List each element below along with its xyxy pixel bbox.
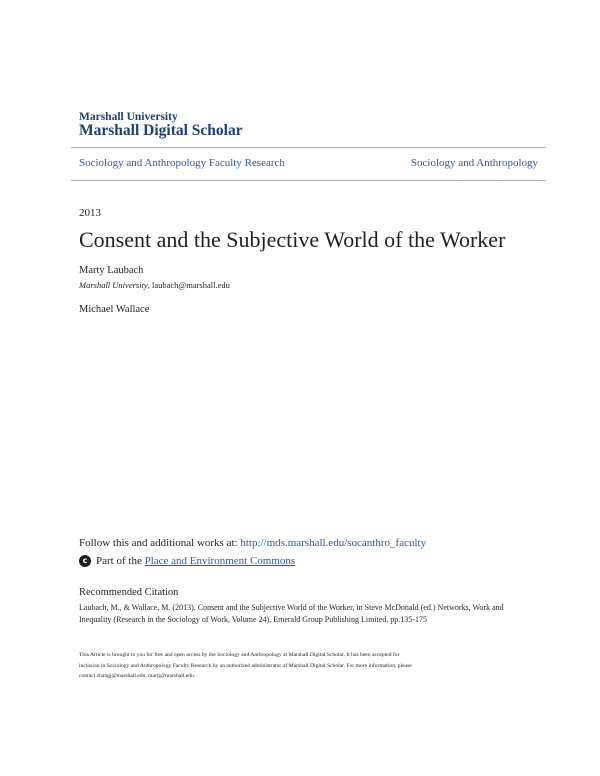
- article-title: Consent and the Subjective World of the Worker: [79, 227, 506, 252]
- author-affiliation: [79, 280, 230, 290]
- part-of-line: [79, 555, 295, 567]
- bottom-divider: [71, 180, 546, 181]
- follow-url-link[interactable]: http://mds.marshall.edu/socanthro_faculty: [240, 537, 427, 549]
- author-name: Marty Laubach: [79, 265, 144, 276]
- citation-text: Laubach, M., & Wallace, M. (2013). Consent and the Subjective World of the Worker, in Steve McDonald (ed.) Networks, Work and Inequality (Research in the Sociology of Work, Volume 24), Emerald Group Publishing Limited, pp.135-175: [79, 603, 504, 624]
- access-notice: [79, 650, 539, 682]
- creative-commons-icon: c: [79, 555, 91, 567]
- publication-year: 2013: [79, 207, 101, 219]
- author-name: Michael Wallace: [79, 304, 150, 315]
- repository-name[interactable]: Marshall Digital Scholar: [79, 122, 243, 139]
- notice-suffix: .: [193, 673, 196, 679]
- contact-email-link[interactable]: zhangj@marshall.edu, martj@marshall.edu: [96, 673, 194, 679]
- notice-line: This Article is brought to you for free and open access by the Sociology and Anthropology at Marshall Digital Scholar. It has been accepted for: [79, 652, 400, 658]
- collection-link-department[interactable]: Sociology and Anthropology: [410, 157, 538, 169]
- citation-heading: Recommended Citation: [79, 587, 179, 598]
- university-name: Marshall University: [79, 111, 178, 123]
- notice-contact-prefix: contact: [79, 673, 97, 679]
- notice-line: inclusion in Sociology and Anthropology Faculty Research by an authorized administrator of Marshall Digital Scholar. For more information, please: [79, 662, 412, 669]
- part-of-label: Part of the: [96, 555, 142, 567]
- commons-link[interactable]: Place and Environment Commons: [144, 555, 296, 567]
- collection-link-faculty-research[interactable]: Sociology and Anthropology Faculty Research: [79, 157, 285, 169]
- affiliation-email[interactable]: , laubach@marshall.edu: [147, 280, 230, 290]
- follow-label: Follow this and additional works at:: [79, 537, 241, 549]
- top-divider: [71, 147, 546, 148]
- notice-line: [79, 671, 539, 682]
- follow-line: [79, 537, 426, 549]
- affiliation-institution: Marshall University: [79, 280, 148, 290]
